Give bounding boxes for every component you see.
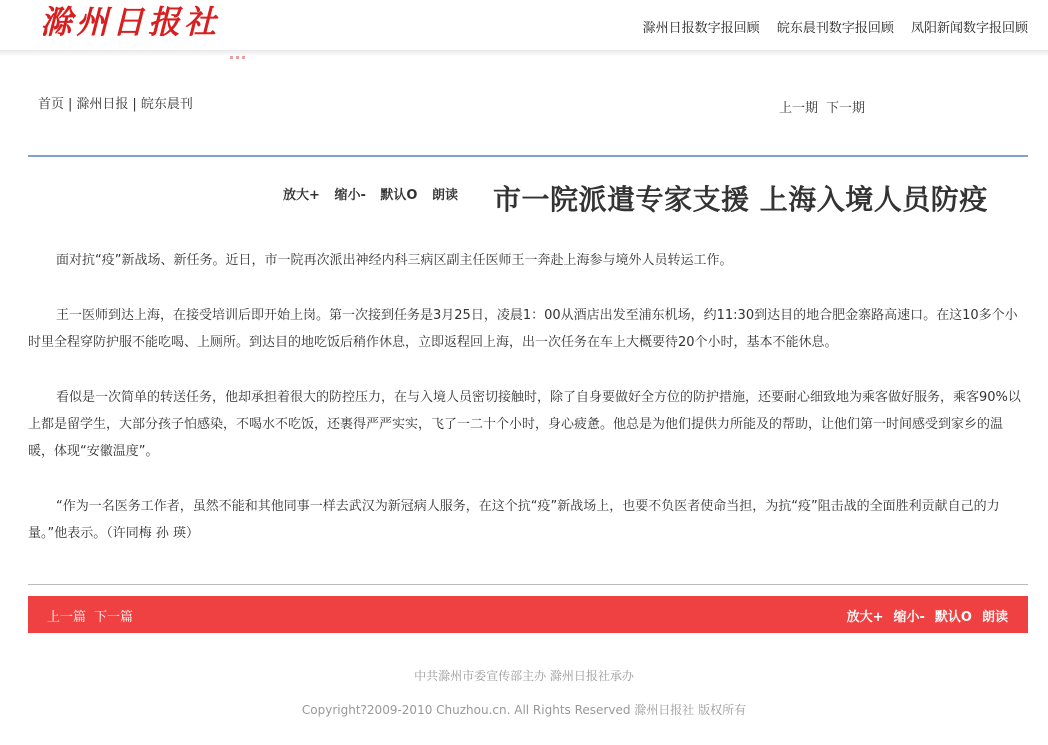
footer-copyright: Copyright?2009-2010 Chuzhou.cn. All Rights Reserved 滁州日报社 版权所有 <box>301 703 747 717</box>
prev-article-link[interactable]: 上一篇 <box>47 610 87 625</box>
logo-decoration <box>230 44 252 47</box>
bottom-default-size-button[interactable]: 默认O <box>934 610 972 625</box>
link-chuzhou-daily-archive[interactable]: 滁州日报数字报回顾 <box>642 21 760 36</box>
article-navigation <box>47 606 141 625</box>
archive-links <box>630 17 1028 36</box>
link-wandong-morning-archive[interactable]: 皖东晨刊数字报回顾 <box>776 21 894 36</box>
bottom-zoom-in-button[interactable]: 放大+ <box>846 610 884 625</box>
divider-blue <box>28 155 1028 157</box>
zoom-out-button[interactable]: 缩小- <box>334 188 366 203</box>
prev-issue-link[interactable]: 上一期 <box>779 101 819 116</box>
next-issue-link[interactable]: 下一期 <box>826 101 866 116</box>
article-body <box>28 247 1028 575</box>
zoom-in-button[interactable]: 放大+ <box>283 188 320 203</box>
breadcrumb-separator: | <box>68 97 73 112</box>
breadcrumb-chuzhou-daily[interactable]: 滁州日报 <box>76 97 129 112</box>
site-logo[interactable]: 滁州日报社 <box>40 3 221 41</box>
bottom-zoom-out-button[interactable]: 缩小- <box>893 610 925 625</box>
breadcrumb-home[interactable]: 首页 <box>38 97 65 112</box>
breadcrumb <box>38 93 193 112</box>
read-aloud-button[interactable]: 朗读 <box>431 188 458 203</box>
article-paragraph: “作为一名医务工作者，虽然不能和其他同事一样去武汉为新冠病人服务，在这个抗“疫”新战场上，也要不负医者使命当担，为抗“疫”阻击战的全面胜利贡献自己的力量。”他表示。（许同梅 孙 瑛） <box>28 499 1000 541</box>
article-paragraph: 看似是一次简单的转送任务，他却承担着很大的防控压力，在与入境人员密切接触时，除了自身要做好全方位的防护措施，还要耐心细致地为乘客做好服务，乘客90%以上都是留学生，大部分孩子怕感染，不喝水不吃饭，还裹得严严实实，飞了一二十个小时，身心疲惫。他总是为他们提供力所能及的帮助，让他们第一时间感受到家乡的温暖，体现“安徽温度”。 <box>28 390 1021 459</box>
header-shadow <box>0 50 1048 56</box>
link-fengyang-news-archive[interactable]: 凤阳新闻数字报回顾 <box>910 21 1028 36</box>
issue-navigation <box>779 97 873 116</box>
top-header <box>0 0 1048 50</box>
article-title: 市一院派遣专家支援 上海入境人员防疫 <box>493 183 988 216</box>
default-size-button[interactable]: 默认O <box>380 188 418 203</box>
breadcrumb-separator: | <box>132 97 137 112</box>
bottom-navigation-bar <box>28 596 1028 633</box>
text-tools <box>283 184 468 203</box>
next-article-link[interactable]: 下一篇 <box>94 610 134 625</box>
footer-organizer: 中共滁州市委宣传部主办 滁州日报社承办 <box>414 669 634 683</box>
article-paragraph: 王一医师到达上海，在接受培训后即开始上岗。第一次接到任务是3月25日，凌晨1：00从酒店出发至浦东机场，约11:30到达目的地合肥金寨路高速口。在这10多个小时里全程穿防护服不能吃喝、上厕所。到达目的地吃饭后稍作休息，立即返程回上海，出一次任务在车上大概要待20个小时，基本不能休息。 <box>28 308 1018 350</box>
divider-gray <box>28 584 1028 585</box>
bottom-text-tools <box>837 606 1008 625</box>
article-paragraph: 面对抗“疫”新战场、新任务。近日，市一院再次派出神经内科三病区副主任医师王一奔赴上海参与境外人员转运工作。 <box>56 253 733 268</box>
breadcrumb-wandong-morning[interactable]: 皖东晨刊 <box>140 97 193 112</box>
bottom-read-aloud-button[interactable]: 朗读 <box>981 610 1008 625</box>
